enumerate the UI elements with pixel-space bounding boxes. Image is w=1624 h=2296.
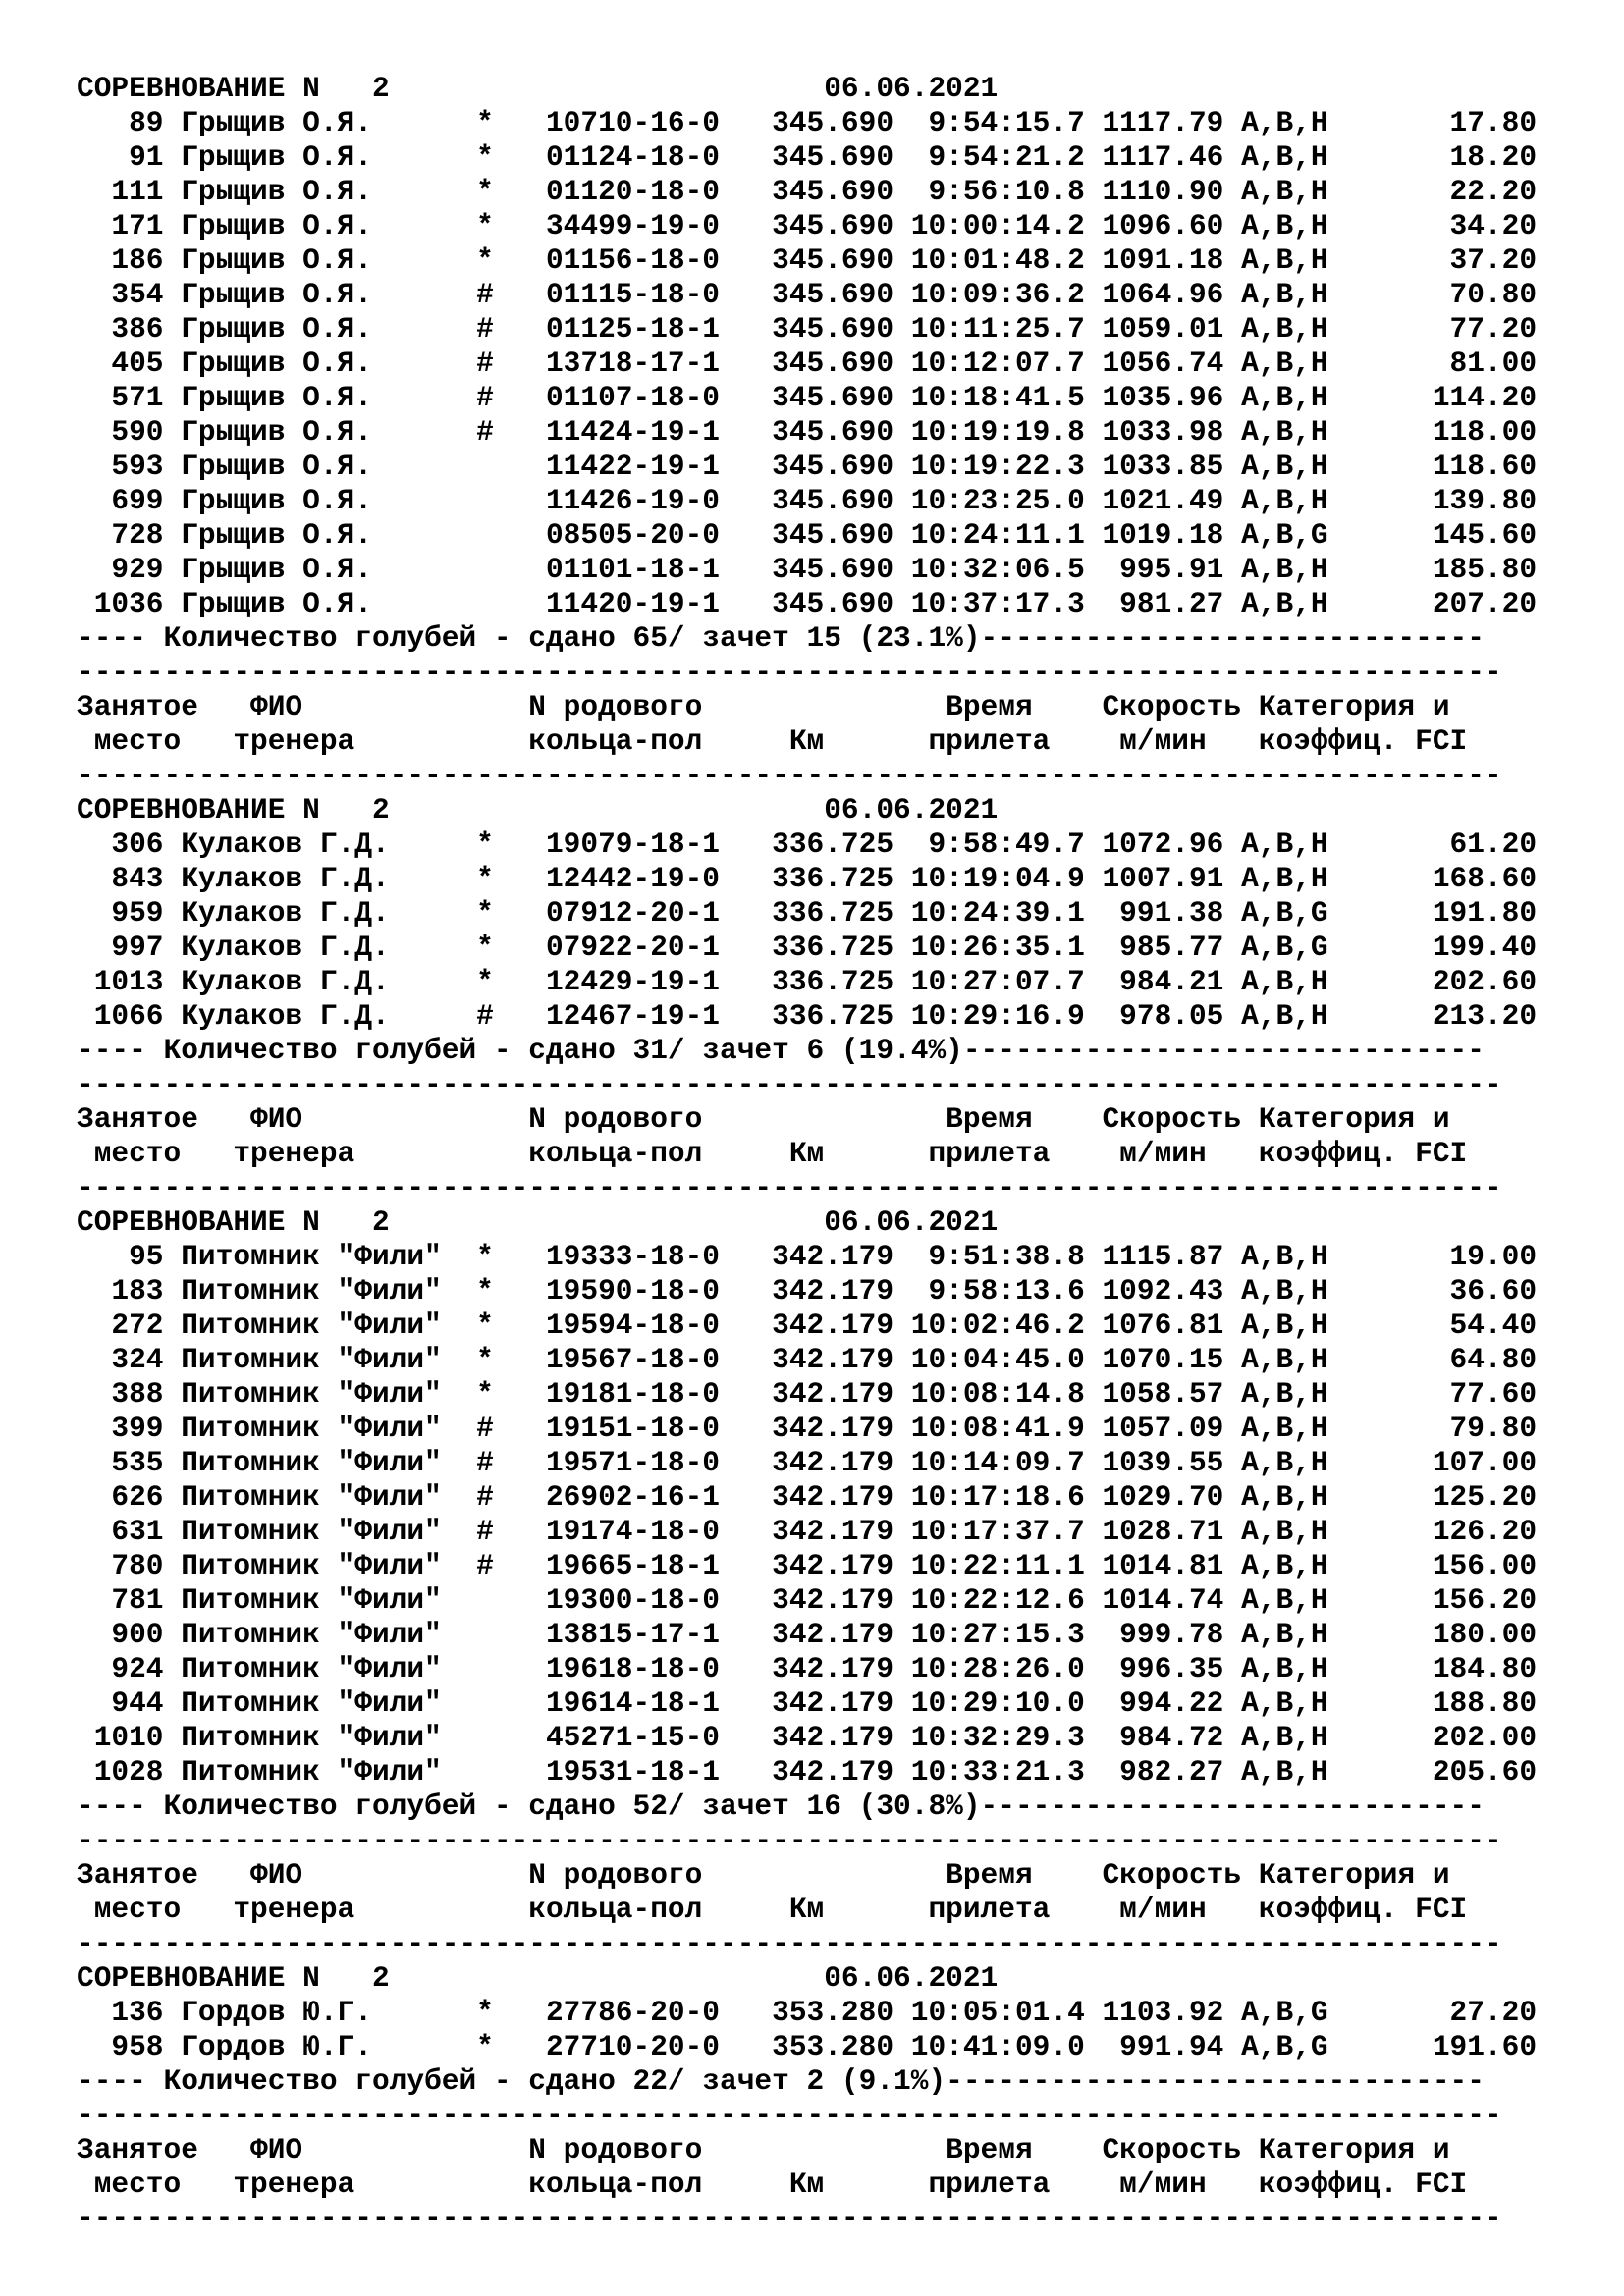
competition-header: СОРЕВНОВАНИЕ N 2 06.06.2021 <box>77 1961 999 1995</box>
divider-line: ---------------------------------------------------------------------------------- <box>77 1927 1502 1960</box>
column-header: Занятое ФИО N родового Время Скорость Категория и <box>77 1102 1450 1136</box>
result-row: 1036 Грыщив О.Я. 11420-19-1 345.690 10:37:17.3 981.27 A,B,H 207.20 <box>77 587 1538 620</box>
result-row: 186 Грыщив О.Я. * 01156-18-0 345.690 10:01:48.2 1091.18 A,B,H 37.20 <box>77 243 1538 277</box>
result-row: 626 Питомник "Фили" # 26902-16-1 342.179 10:17:18.6 1029.70 A,B,H 125.20 <box>77 1480 1538 1514</box>
competition-header: СОРЕВНОВАНИЕ N 2 06.06.2021 <box>77 72 999 105</box>
result-row: 1028 Питомник "Фили" 19531-18-1 342.179 10:33:21.3 982.27 A,B,H 205.60 <box>77 1755 1538 1789</box>
result-row: 959 Кулаков Г.Д. * 07912-20-1 336.725 10:24:39.1 991.38 A,B,G 191.80 <box>77 896 1538 930</box>
column-header: Занятое ФИО N родового Время Скорость Категория и <box>77 690 1450 723</box>
result-row: 728 Грыщив О.Я. 08505-20-0 345.690 10:24:11.1 1019.18 A,B,G 145.60 <box>77 518 1538 552</box>
divider-line: ---------------------------------------------------------------------------------- <box>77 1824 1502 1857</box>
result-row: 111 Грыщив О.Я. * 01120-18-0 345.690 9:56:10.8 1110.90 A,B,H 22.20 <box>77 175 1538 208</box>
result-row: 136 Гордов Ю.Г. * 27786-20-0 353.280 10:05:01.4 1103.92 A,B,G 27.20 <box>77 1996 1538 2029</box>
result-row: 929 Грыщив О.Я. 01101-18-1 345.690 10:32:06.5 995.91 A,B,H 185.80 <box>77 553 1538 586</box>
divider-line: ---------------------------------------------------------------------------------- <box>77 656 1502 689</box>
column-header: Занятое ФИО N родового Время Скорость Категория и <box>77 1858 1450 1892</box>
result-row: 1013 Кулаков Г.Д. * 12429-19-1 336.725 10:27:07.7 984.21 A,B,H 202.60 <box>77 965 1538 998</box>
competition-header: СОРЕВНОВАНИЕ N 2 06.06.2021 <box>77 793 999 827</box>
competition-header: СОРЕВНОВАНИЕ N 2 06.06.2021 <box>77 1205 999 1239</box>
result-row: 944 Питомник "Фили" 19614-18-1 342.179 10:29:10.0 994.22 A,B,H 188.80 <box>77 1686 1538 1720</box>
result-row: 89 Грыщив О.Я. * 10710-16-0 345.690 9:54:15.7 1117.79 A,B,H 17.80 <box>77 106 1538 139</box>
result-row: 399 Питомник "Фили" # 19151-18-0 342.179 10:08:41.9 1057.09 A,B,H 79.80 <box>77 1412 1538 1445</box>
result-row: 405 Грыщив О.Я. # 13718-17-1 345.690 10:12:07.7 1056.74 A,B,H 81.00 <box>77 347 1538 380</box>
result-row: 535 Питомник "Фили" # 19571-18-0 342.179 10:14:09.7 1039.55 A,B,H 107.00 <box>77 1446 1538 1479</box>
result-row: 571 Грыщив О.Я. # 01107-18-0 345.690 10:18:41.5 1035.96 A,B,H 114.20 <box>77 381 1538 414</box>
section-summary: ---- Количество голубей - сдано 52/ зачет 16 (30.8%)----------------------------- <box>77 1789 1485 1823</box>
result-row: 183 Питомник "Фили" * 19590-18-0 342.179 9:58:13.6 1092.43 A,B,H 36.60 <box>77 1274 1538 1308</box>
result-row: 306 Кулаков Г.Д. * 19079-18-1 336.725 9:58:49.7 1072.96 A,B,H 61.20 <box>77 828 1538 861</box>
result-row: 386 Грыщив О.Я. # 01125-18-1 345.690 10:11:25.7 1059.01 A,B,H 77.20 <box>77 312 1538 346</box>
result-row: 593 Грыщив О.Я. 11422-19-1 345.690 10:19:22.3 1033.85 A,B,H 118.60 <box>77 450 1538 483</box>
column-header: Занятое ФИО N родового Время Скорость Категория и <box>77 2133 1450 2166</box>
result-row: 388 Питомник "Фили" * 19181-18-0 342.179 10:08:14.8 1058.57 A,B,H 77.60 <box>77 1377 1538 1411</box>
result-row: 272 Питомник "Фили" * 19594-18-0 342.179 10:02:46.2 1076.81 A,B,H 54.40 <box>77 1308 1538 1342</box>
result-row: 781 Питомник "Фили" 19300-18-0 342.179 10:22:12.6 1014.74 A,B,H 156.20 <box>77 1583 1538 1617</box>
divider-line: ---------------------------------------------------------------------------------- <box>77 2099 1502 2132</box>
result-row: 95 Питомник "Фили" * 19333-18-0 342.179 9:51:38.8 1115.87 A,B,H 19.00 <box>77 1240 1538 1273</box>
result-row: 1010 Питомник "Фили" 45271-15-0 342.179 10:32:29.3 984.72 A,B,H 202.00 <box>77 1721 1538 1754</box>
column-header: место тренера кольца-пол Км прилета м/мин коэффиц. FCI <box>77 1137 1468 1170</box>
results-printout <box>77 72 1549 2236</box>
result-row: 900 Питомник "Фили" 13815-17-1 342.179 10:27:15.3 999.78 A,B,H 180.00 <box>77 1618 1538 1651</box>
result-row: 171 Грыщив О.Я. * 34499-19-0 345.690 10:00:14.2 1096.60 A,B,H 34.20 <box>77 209 1538 242</box>
result-row: 699 Грыщив О.Я. 11426-19-0 345.690 10:23:25.0 1021.49 A,B,H 139.80 <box>77 484 1538 517</box>
result-row: 631 Питомник "Фили" # 19174-18-0 342.179 10:17:37.7 1028.71 A,B,H 126.20 <box>77 1515 1538 1548</box>
divider-line: ---------------------------------------------------------------------------------- <box>77 1068 1502 1101</box>
result-row: 924 Питомник "Фили" 19618-18-0 342.179 10:28:26.0 996.35 A,B,H 184.80 <box>77 1652 1538 1685</box>
column-header: место тренера кольца-пол Км прилета м/мин коэффиц. FCI <box>77 2167 1468 2201</box>
divider-line: ---------------------------------------------------------------------------------- <box>77 2202 1502 2235</box>
result-row: 780 Питомник "Фили" # 19665-18-1 342.179 10:22:11.1 1014.81 A,B,H 156.00 <box>77 1549 1538 1582</box>
result-row: 997 Кулаков Г.Д. * 07922-20-1 336.725 10:26:35.1 985.77 A,B,G 199.40 <box>77 931 1538 964</box>
section-summary: ---- Количество голубей - сдано 31/ зачет 6 (19.4%)------------------------------ <box>77 1034 1485 1067</box>
column-header: место тренера кольца-пол Км прилета м/мин коэффиц. FCI <box>77 724 1468 758</box>
result-row: 590 Грыщив О.Я. # 11424-19-1 345.690 10:19:19.8 1033.98 A,B,H 118.00 <box>77 415 1538 449</box>
result-row: 843 Кулаков Г.Д. * 12442-19-0 336.725 10:19:04.9 1007.91 A,B,H 168.60 <box>77 862 1538 895</box>
result-row: 958 Гордов Ю.Г. * 27710-20-0 353.280 10:41:09.0 991.94 A,B,G 191.60 <box>77 2030 1538 2063</box>
result-row: 324 Питомник "Фили" * 19567-18-0 342.179 10:04:45.0 1070.15 A,B,H 64.80 <box>77 1343 1538 1376</box>
divider-line: ---------------------------------------------------------------------------------- <box>77 1171 1502 1204</box>
column-header: место тренера кольца-пол Км прилета м/мин коэффиц. FCI <box>77 1893 1468 1926</box>
divider-line: ---------------------------------------------------------------------------------- <box>77 759 1502 792</box>
section-summary: ---- Количество голубей - сдано 22/ зачет 2 (9.1%)------------------------------- <box>77 2064 1485 2098</box>
result-row: 1066 Кулаков Г.Д. # 12467-19-1 336.725 10:29:16.9 978.05 A,B,H 213.20 <box>77 999 1538 1033</box>
section-summary: ---- Количество голубей - сдано 65/ зачет 15 (23.1%)----------------------------- <box>77 621 1485 655</box>
result-row: 354 Грыщив О.Я. # 01115-18-0 345.690 10:09:36.2 1064.96 A,B,H 70.80 <box>77 278 1538 311</box>
result-row: 91 Грыщив О.Я. * 01124-18-0 345.690 9:54:21.2 1117.46 A,B,H 18.20 <box>77 140 1538 174</box>
